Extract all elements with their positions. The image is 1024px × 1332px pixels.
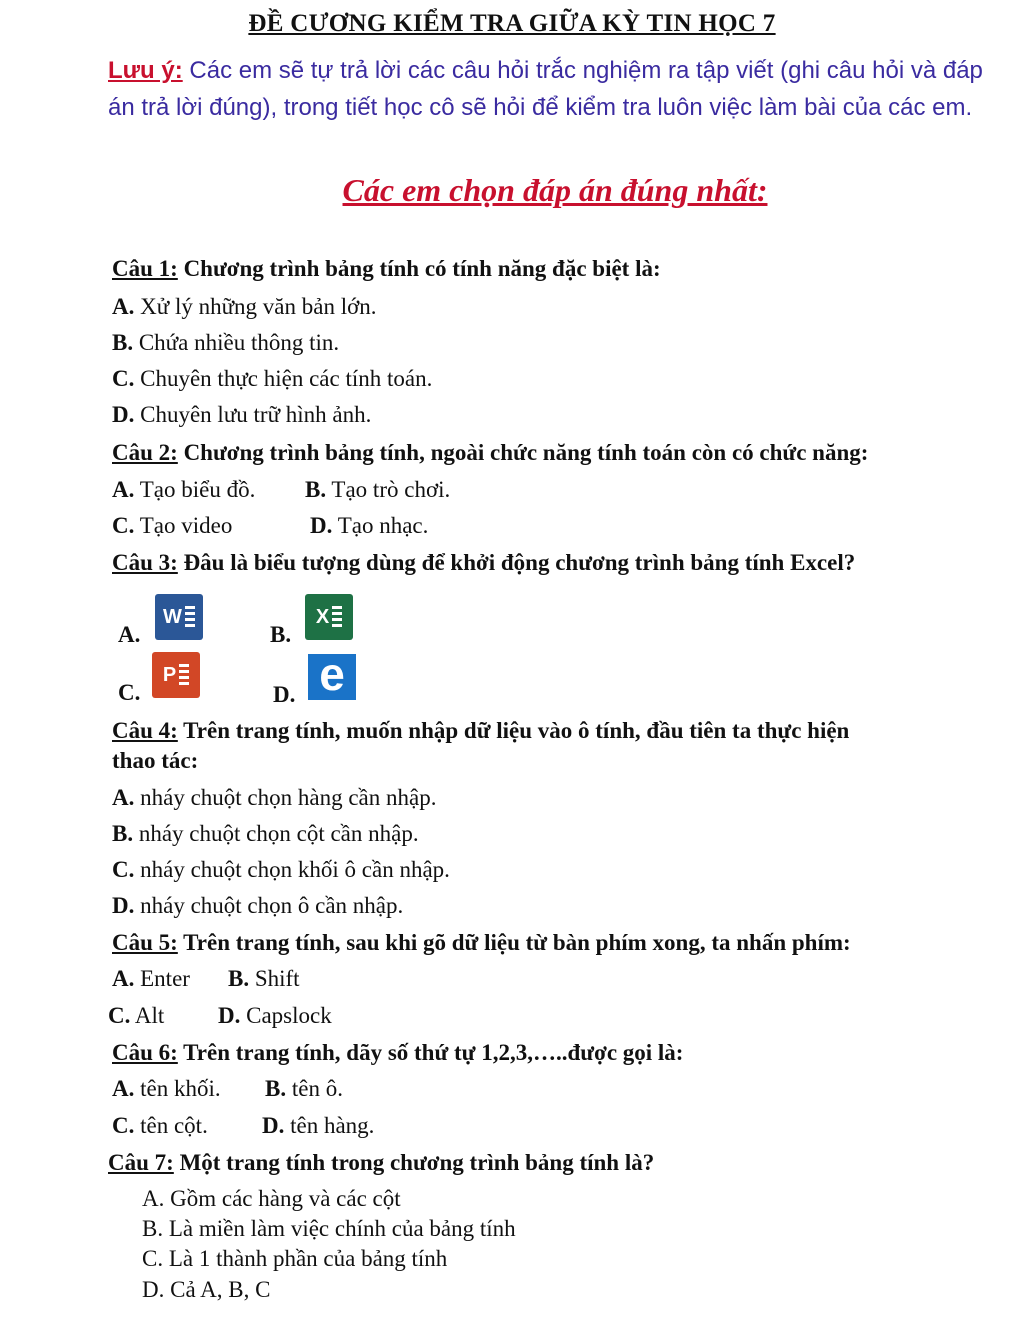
option-key: B. bbox=[305, 477, 327, 502]
question-text: Chương trình bảng tính có tính năng đặc biệt là: bbox=[177, 256, 661, 281]
question-6 bbox=[112, 1040, 683, 1066]
option-key: B. bbox=[112, 330, 134, 355]
question-text: Trên trang tính, muốn nhập dữ liệu vào ô tính, đầu tiên ta thực hiện bbox=[177, 718, 850, 743]
word-icon bbox=[155, 594, 203, 640]
question-label: Câu 4: bbox=[112, 718, 178, 743]
option-4a bbox=[112, 785, 436, 811]
option-key: A. bbox=[112, 1076, 135, 1101]
option-7d: D. Cả A, B, C bbox=[142, 1277, 271, 1302]
question-label: Câu 3: bbox=[112, 550, 178, 575]
option-key: C. bbox=[108, 1003, 131, 1028]
option-6d bbox=[262, 1113, 374, 1139]
option-1b bbox=[112, 330, 339, 356]
question-label: Câu 2: bbox=[112, 440, 178, 465]
option-3d-key: D. bbox=[273, 682, 296, 707]
excel-icon bbox=[305, 594, 353, 640]
icon-glyph: W bbox=[163, 605, 182, 628]
option-4b bbox=[112, 821, 419, 847]
option-6b bbox=[265, 1076, 343, 1102]
option-text: Capslock bbox=[240, 1003, 332, 1028]
option-5b bbox=[228, 966, 300, 992]
note-text: Các em sẽ tự trả lời các câu hỏi trắc nghiệm ra tập viết (ghi câu hỏi và đáp án trả lời đúng), trong tiết học cô sẽ hỏi để kiểm tra luôn việc làm bài của các em. bbox=[108, 57, 983, 121]
option-5a bbox=[112, 966, 190, 992]
option-key: C. bbox=[112, 857, 135, 882]
option-7a: A. Gồm các hàng và các cột bbox=[142, 1186, 401, 1211]
option-text: nháy chuột chọn ô cần nhập. bbox=[134, 893, 404, 918]
option-text: Chuyên thực hiện các tính toán. bbox=[134, 366, 433, 391]
option-key: D. bbox=[112, 893, 135, 918]
option-6c bbox=[112, 1113, 208, 1139]
option-text: Tạo biểu đồ. bbox=[134, 477, 256, 502]
option-2c bbox=[112, 513, 232, 539]
option-3c-key: C. bbox=[118, 680, 141, 705]
question-2 bbox=[112, 440, 868, 466]
option-key: B. bbox=[228, 966, 250, 991]
option-1a bbox=[112, 294, 377, 320]
option-2d bbox=[310, 513, 428, 539]
option-7b: B. Là miền làm việc chính của bảng tính bbox=[142, 1216, 516, 1241]
question-1 bbox=[112, 256, 661, 282]
question-4-continued: thao tác: bbox=[112, 748, 199, 773]
option-key: D. bbox=[262, 1113, 285, 1138]
option-5d bbox=[218, 1003, 332, 1029]
question-text: Chương trình bảng tính, ngoài chức năng tính toán còn có chức năng: bbox=[177, 440, 869, 465]
internet-explorer-icon bbox=[308, 648, 356, 700]
option-text: nháy chuột chọn khối ô cần nhập. bbox=[134, 857, 450, 882]
option-1c bbox=[112, 366, 432, 392]
option-key: C. bbox=[112, 366, 135, 391]
option-key: B. bbox=[112, 821, 134, 846]
question-4 bbox=[112, 718, 849, 744]
option-text: Tạo nhạc. bbox=[332, 513, 429, 538]
option-3a-key: A. bbox=[118, 622, 141, 647]
icon-glyph: X bbox=[315, 605, 330, 628]
question-label: Câu 5: bbox=[112, 930, 178, 955]
question-label: Câu 7: bbox=[108, 1150, 174, 1175]
option-7c: C. Là 1 thành phần của bảng tính bbox=[142, 1246, 448, 1271]
option-2a bbox=[112, 477, 255, 503]
option-text: tên khối. bbox=[134, 1076, 221, 1101]
powerpoint-icon bbox=[152, 652, 200, 698]
question-5 bbox=[112, 930, 851, 956]
option-key: C. bbox=[112, 1113, 135, 1138]
option-text: Chứa nhiều thông tin. bbox=[133, 330, 340, 355]
icon-glyph: P bbox=[162, 663, 177, 686]
option-4d bbox=[112, 893, 403, 919]
option-key: A. bbox=[112, 477, 135, 502]
option-key: D. bbox=[112, 402, 135, 427]
question-text: Một trang tính trong chương trình bảng tính là? bbox=[173, 1150, 655, 1175]
option-4c bbox=[112, 857, 450, 883]
icon-glyph: e bbox=[319, 648, 345, 700]
option-5c bbox=[108, 1003, 164, 1029]
note-paragraph bbox=[108, 52, 1008, 126]
option-2b bbox=[305, 477, 450, 503]
option-1d bbox=[112, 402, 371, 428]
question-text: Trên trang tính, dãy số thứ tự 1,2,3,…..được gọi là: bbox=[177, 1040, 684, 1065]
question-text: Đâu là biểu tượng dùng để khởi động chương trình bảng tính Excel? bbox=[177, 550, 856, 575]
option-text: tên ô. bbox=[286, 1076, 343, 1101]
question-3 bbox=[112, 550, 855, 576]
option-text: nháy chuột chọn cột cần nhập. bbox=[133, 821, 419, 846]
option-text: tên hàng. bbox=[284, 1113, 375, 1138]
option-text: Chuyên lưu trữ hình ảnh. bbox=[134, 402, 372, 427]
option-6a bbox=[112, 1076, 221, 1102]
option-text: nháy chuột chọn hàng cần nhập. bbox=[134, 785, 437, 810]
option-key: D. bbox=[310, 513, 333, 538]
option-text: Enter bbox=[134, 966, 190, 991]
option-text: Shift bbox=[249, 966, 300, 991]
option-key: D. bbox=[218, 1003, 241, 1028]
document-title: ĐỀ CƯƠNG KIỂM TRA GIỮA KỲ TIN HỌC 7 bbox=[248, 10, 776, 37]
option-text: tên cột. bbox=[134, 1113, 208, 1138]
option-key: B. bbox=[265, 1076, 287, 1101]
note-label: Lưu ý: bbox=[108, 57, 183, 84]
option-text: Alt bbox=[130, 1003, 165, 1028]
option-text: Xử lý những văn bản lớn. bbox=[134, 294, 377, 319]
option-key: A. bbox=[112, 966, 135, 991]
option-text: Tạo trò chơi. bbox=[326, 477, 451, 502]
question-text: Trên trang tính, sau khi gõ dữ liệu từ bàn phím xong, ta nhấn phím: bbox=[177, 930, 851, 955]
option-key: C. bbox=[112, 513, 135, 538]
question-label: Câu 1: bbox=[112, 256, 178, 281]
instruction-heading: Các em chọn đáp án đúng nhất: bbox=[342, 172, 768, 208]
question-7 bbox=[108, 1150, 654, 1176]
option-text: Tạo video bbox=[134, 513, 233, 538]
question-label: Câu 6: bbox=[112, 1040, 178, 1065]
option-3b-key: B. bbox=[270, 622, 292, 647]
option-key: A. bbox=[112, 785, 135, 810]
option-key: A. bbox=[112, 294, 135, 319]
